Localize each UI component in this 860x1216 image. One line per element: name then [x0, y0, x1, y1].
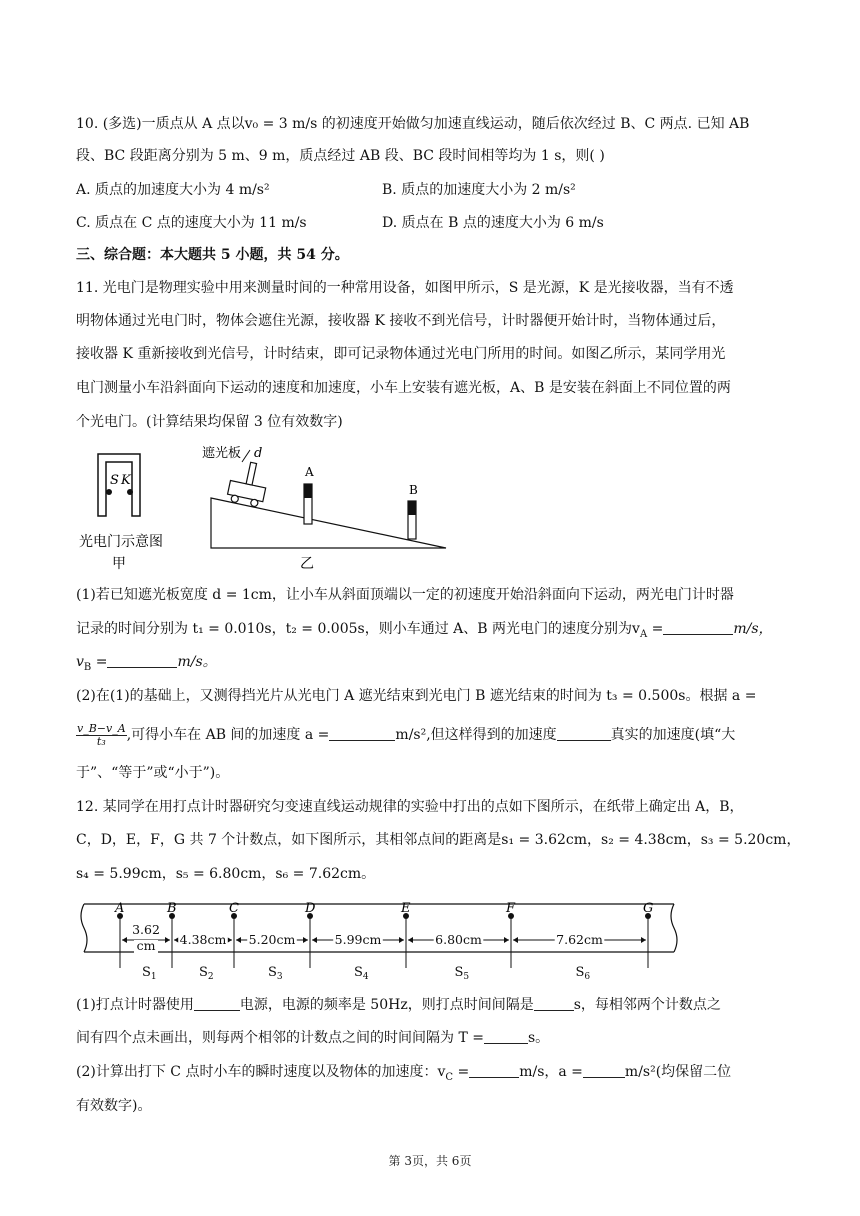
q10-option-b: B. 质点的加速度大小为 2 m/s² [382, 182, 576, 198]
tape-dist-label: 7.62cm [556, 932, 603, 947]
receiver-label: K [121, 473, 131, 488]
tape-dist-label: 6.80cm [435, 932, 482, 947]
q10-option-d: D. 质点在 B 点的速度大小为 6 m/s [382, 215, 604, 231]
sub-b: B [83, 661, 92, 673]
q10-line1: 10. (多选)一质点从 A 点以v₀ = 3 m/s 的初速度开始做匀加速直线运动，随后依次经过 B、C 两点. 已知 AB [76, 116, 750, 132]
source-label: S [110, 473, 119, 488]
q10-option-c: C. 质点在 C 点的速度大小为 11 m/s [76, 215, 307, 231]
blank-compare[interactable] [557, 726, 611, 741]
tape-segment-label: $S_2$ [199, 965, 214, 980]
blank-interval[interactable] [534, 996, 574, 1011]
q10-option-a: A. 质点的加速度大小为 4 m/s² [76, 182, 270, 198]
sub-a: A [639, 628, 648, 640]
tape-point-label: G [643, 901, 654, 916]
q12-sub1-line1: (1)打点计时器使用 电源，电源的频率是 50Hz，则打点时间间隔是 s，每相邻两个计数点之 [76, 997, 721, 1013]
unit-ms: m/s， [733, 621, 773, 637]
q11-sub2-line1: (2)在(1)的基础上，又测得挡光片从光电门 A 遮光结束到光电门 B 遮光结束的时间为 t₃ = 0.500s。根据 a = [76, 688, 757, 704]
q10-options-row1 [76, 180, 788, 200]
q11-figure [76, 440, 456, 576]
q10-options-row2 [76, 213, 788, 233]
tape-point-label: F [506, 901, 516, 916]
blank-vb[interactable] [107, 653, 177, 668]
tape-segment-label: $S_4$ [354, 965, 369, 980]
arrowhead-left [513, 937, 518, 943]
arrowhead-right [399, 937, 404, 943]
tape-point-label: A [115, 901, 125, 916]
tape-dist-label: 5.20cm [248, 932, 296, 947]
photogate-diagram [98, 454, 140, 516]
q11-sub2-line2: $\frac{v\_B-v\_A}{\text{t₃}}$ ,可得小车在 AB 间的加速度 a = m/s²,但这样得到的加速度 真实的加速度(填“大 [77, 721, 736, 748]
tape-segment-label: $S_6$ [575, 965, 591, 980]
page-footer: 第 3页，共 6页 [388, 1154, 472, 1168]
arrowhead-left [236, 937, 241, 943]
q11-para-line3: 接收器 K 重新接收到光信号，计时结束，即可记录物体通过光电门所用的时间。如图乙所示，某同学用光 [76, 346, 726, 362]
tape-segment-label: $S_1$ [142, 965, 157, 980]
blank-power[interactable] [194, 996, 240, 1011]
arrowhead-left [408, 937, 413, 943]
q11-para-line4: 电门测量小车沿斜面向下运动的速度和加速度，小车上安装有遮光板，A、B 是安装在斜面上不同位置的两 [76, 380, 731, 396]
arrowhead-right [165, 937, 170, 943]
gate-a-label: A [305, 465, 314, 479]
q10-line2: 段、BC 段距离分别为 5 m、9 m，质点经过 AB 段、BC 段时间相等均为 1 s，则( ) [76, 148, 605, 164]
arrowhead-right [303, 937, 308, 943]
q11-sub2-line3: 于”、“等于”或“小于”)。 [76, 765, 230, 781]
equals: = [91, 654, 108, 670]
q11-sub1-text: 记录的时间分别为 t₁ = 0.010s，t₂ = 0.005s，则小车通过 A、B 两光电门的速度分别为v [76, 621, 640, 637]
blank-a[interactable] [583, 1063, 625, 1078]
accel-fraction: $\frac{v\_B-v\_A}{\text{t₃}}$ [77, 721, 126, 748]
tape-segment-label: $S_3$ [268, 965, 283, 980]
q11-sub1-line3 [76, 652, 788, 678]
section-heading: 三、综合题：本大题共 5 小题，共 54 分。 [76, 247, 349, 263]
incline-diagram [202, 445, 446, 548]
arrowhead-right [504, 937, 509, 943]
light-blocker-label: 遮光板 [202, 446, 242, 461]
tape-point-label: B [167, 901, 177, 916]
tape-point-label: E [401, 901, 411, 916]
tape-point-label: D [305, 901, 316, 916]
q12-para-line2: C，D，E，F，G 共 7 个计数点，如下图所示，其相邻点间的距离是s₁ = 3.62cm，s₂ = 4.38cm，s₃ = 5.20cm， [76, 832, 801, 848]
tape-dist-label: 5.99cm [334, 932, 382, 947]
arrowhead-right [641, 937, 646, 943]
q11-para-line5: 个光电门。(计算结果均保留 3 位有效数字) [76, 414, 343, 430]
tape-dist-unit: cm [136, 938, 156, 953]
ticker-tape-figure [76, 896, 684, 980]
tape-marks [114, 901, 653, 980]
q12-para-line3: s₄ = 5.99cm，s₅ = 6.80cm，s₆ = 7.62cm。 [76, 866, 376, 882]
fig-jia-caption: 光电门示意图 [79, 534, 163, 550]
blank-vc[interactable] [469, 1063, 519, 1078]
q12-sub2-line1: (2)计算出打下 C 点时小车的瞬时速度以及物体的加速度：$v_C = m/s$，a = m/s²(均保留二位 [76, 1064, 732, 1083]
q11-para-line1: 11. 光电门是物理实验中用来测量时间的一种常用设备，如图甲所示，S 是光源，K 是光接收器，当有不透 [76, 280, 734, 296]
tape-segment-label: $S_5$ [454, 965, 470, 980]
q12-sub1-line2: 间有四个点未画出，则每两个相邻的计数点之间的时间间隔为 T = s。 [76, 1030, 550, 1046]
arrowhead-left [122, 937, 127, 943]
blank-period[interactable] [484, 1029, 528, 1044]
tape-point-label: C [229, 901, 239, 916]
q11-sub1-line2: 记录的时间分别为 t₁ = 0.010s，t₂ = 0.005s，则小车通过 A、B 两光电门的速度分别为$v_A = m/s$， [76, 621, 773, 640]
q12-para-line1: 12. 某同学在用打点计时器研究匀变速直线运动规律的实验中打出的点如下图所示，在纸带上确定出 A，B， [76, 799, 744, 815]
tape-dist-label: 4.38cm [179, 932, 227, 947]
cart [226, 459, 270, 508]
tape-dist-label: 3.62 [132, 922, 160, 937]
blank-va[interactable] [663, 620, 733, 635]
unit-ms2: m/s。 [177, 654, 217, 670]
fig-yi-label: 乙 [300, 556, 314, 572]
vb-symbol: v [76, 654, 84, 670]
q11-sub1-line1: (1)若已知遮光板宽度 d = 1cm，让小车从斜面顶端以一定的初速度开始沿斜面向下运动，两光电门计时器 [76, 587, 734, 603]
q11-para-line2: 明物体通过光电门时，物体会遮住光源，接收器 K 接收不到光信号，计时器便开始计时，当物体通过后， [76, 313, 726, 329]
gate-b-label: B [409, 483, 418, 497]
blank-accel[interactable] [329, 726, 395, 741]
fig-jia-label: 甲 [112, 556, 126, 572]
q12-sub2-line2: 有效数字)。 [76, 1098, 152, 1114]
width-d-label: d [254, 446, 263, 461]
arrowhead-left [312, 937, 317, 943]
